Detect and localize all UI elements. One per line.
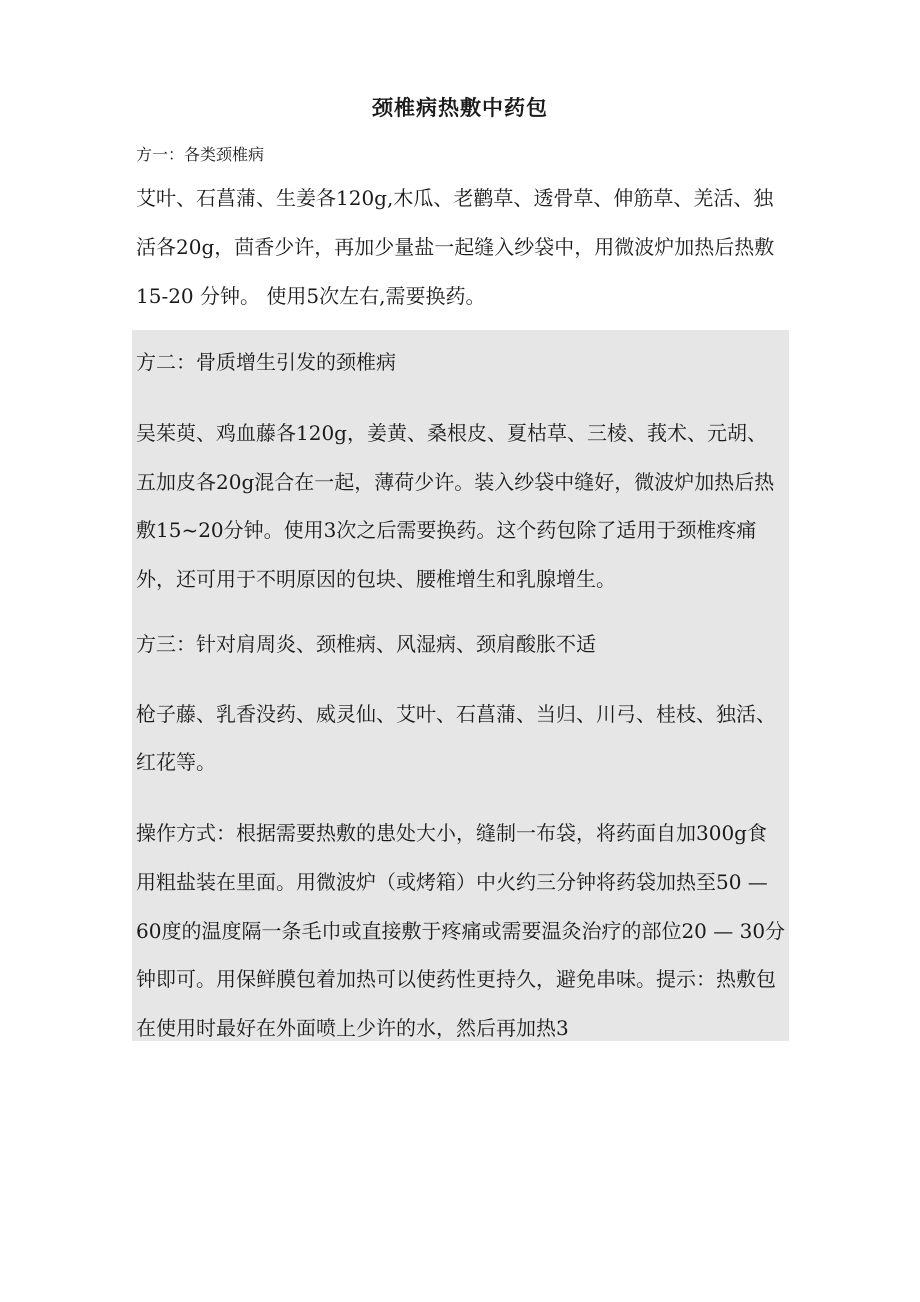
recipe1-body: 艾叶、石菖蒲、生姜各120g,木瓜、老鹳草、透骨草、伸筋草、羌活、独活各20g，茴香少许，再加少量盐一起缝入纱袋中，用微波炉加热后热敷15-20 分钟。 使用5次左右,需要换药。 bbox=[136, 186, 775, 308]
method-body: 操作方式：根据需要热敷的患处大小，缝制一布袋，将药面自加300g食用粗盐装在里面。用微波炉（或烤箱）中火约三分钟将药袋加热至50 — 60度的温度隔一条毛巾或直接敷于疼痛或需要温灸治疗的部位20 — 30分钟即可。用保鲜膜包着加热可以使药性更持久，避免串味。提示：热敷包在使用时最好在外面喷上少许的水，然后再加热3 bbox=[136, 821, 786, 1041]
recipe3-body: 枪子藤、乳香没药、威灵仙、艾叶、石菖蒲、当归、川弓、桂枝、独活、红花等。 bbox=[136, 702, 776, 774]
recipe2-body: 吴茱萸、鸡血藤各120g，姜黄、桑根皮、夏枯草、三棱、莪术、元胡、五加皮各20g混合在一起，薄荷少许。装入纱袋中缝好，微波炉加热后热敷15~20分钟。使用3次之后需要换药。这个药包除了适用于颈椎疼痛外，还可用于不明原因的包块、腰椎增生和乳腺增生。 bbox=[136, 421, 775, 591]
recipe3-heading: 方三：针对肩周炎、颈椎病、风湿病、颈肩酸胀不适 bbox=[136, 632, 596, 656]
recipe2-heading: 方二：骨质增生引发的颈椎病 bbox=[136, 350, 396, 374]
recipe1-heading: 方一：各类颈椎病 bbox=[136, 145, 265, 164]
document-title: 颈椎病热敷中药包 bbox=[372, 95, 548, 120]
